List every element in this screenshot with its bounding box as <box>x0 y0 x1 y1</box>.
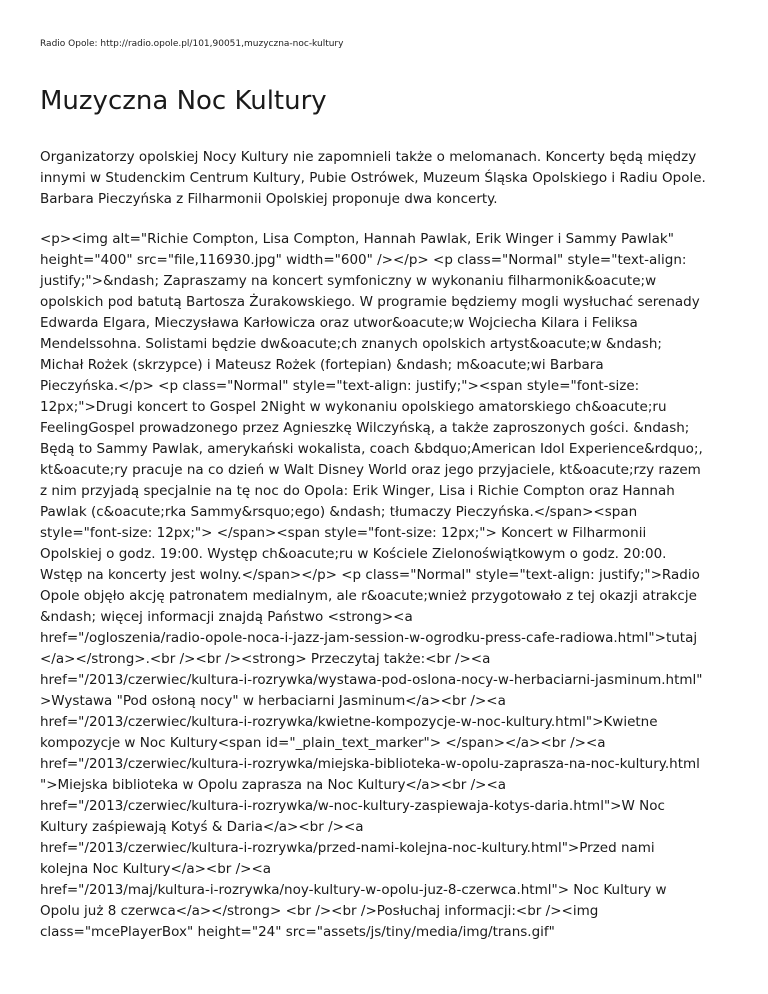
body-text-line: ">Miejska biblioteka w Opolu zaprasza na Noc Kultury</a><br /><a <box>40 777 507 793</box>
body-text-line: height="400" src="file,116930.jpg" width="600" /></p> <p class="Normal" style="text-align: <box>40 252 687 268</box>
body-text-line: Opolskiej o godz. 19:00. Występ ch&oacute;ru w Kościele Zielonoświątkowym o godz. 20:00. <box>40 546 667 562</box>
source-url-line: Radio Opole: http://radio.opole.pl/101,90051,muzyczna-noc-kultury <box>40 39 344 49</box>
body-text-line: href="/2013/czerwiec/kultura-i-rozrywka/miejska-biblioteka-w-opolu-zaprasza-na-noc-kultury.html <box>40 756 700 772</box>
body-text-line: <p><img alt="Richie Compton, Lisa Compton, Hannah Pawlak, Erik Winger i Sammy Pawlak" <box>40 231 674 247</box>
page-title: Muzyczna Noc Kultury <box>40 86 327 116</box>
body-text-line: >Wystawa "Pod osłoną nocy" w herbaciarni Jasminum</a><br /><a <box>40 693 506 709</box>
body-text-line: Edwarda Elgara, Mieczysława Karłowicza oraz utwor&oacute;w Wojciecha Kilara i Feliksa <box>40 315 638 331</box>
body-text-line: href="/2013/czerwiec/kultura-i-rozrywka/przed-nami-kolejna-noc-kultury.html">Przed nami <box>40 840 655 856</box>
body-text-line: href="/2013/czerwiec/kultura-i-rozrywka/wystawa-pod-oslona-nocy-w-herbaciarni-jasminum.html" <box>40 672 703 688</box>
body-text-line: &ndash; więcej informacji znajdą Państwo <strong><a <box>40 609 413 625</box>
body-text-line: Wstęp na koncerty jest wolny.</span></p> <p class="Normal" style="text-align: justify;">Radio <box>40 567 700 583</box>
body-text-line: Kultury zaśpiewają Kotyś & Daria</a><br /><a <box>40 819 364 835</box>
body-text-line: Będą to Sammy Pawlak, amerykański wokalista, coach &bdquo;American Idol Experience&rdquo;, <box>40 441 703 457</box>
body-text-line: kt&oacute;ry pracuje na co dzień w Walt Disney World oraz jego przyjaciele, kt&oacute;rzy razem <box>40 462 701 478</box>
body-text-line: kolejna Noc Kultury</a><br /><a <box>40 861 272 877</box>
body-text-line: Pawlak (c&oacute;rka Sammy&rsquo;ego) &ndash; tłumaczy Pieczyńska.</span><span <box>40 504 638 520</box>
intro-paragraph: Organizatorzy opolskiej Nocy Kultury nie zapomnieli także o melomanach. Koncerty będą między innymi w Studenckim Centrum Kultury, Pubie Ostrówek, Muzeum Śląska Opolskiego i Radiu Opole. Barbara Pieczyńska z Filharmonii Opolskiej proponuje dwa koncerty. <box>40 149 706 207</box>
body-text-line: opolskich pod batutą Bartosza Żurakowskiego. W programie będziemy mogli wysłuchać serenady <box>40 294 700 310</box>
body-text-line: Opolu już 8 czerwca</a></strong> <br /><br />Posłuchaj informacji:<br /><img <box>40 903 599 919</box>
body-text-line: FeelingGospel prowadzonego przez Agnieszkę Wilczyńską, a także zaproszonych gości. &ndash; <box>40 420 690 436</box>
body-text-line: href="/2013/czerwiec/kultura-i-rozrywka/w-noc-kultury-zaspiewaja-kotys-daria.html">W Noc <box>40 798 665 814</box>
body-text-line: Mendelssohna. Solistami będzie dw&oacute;ch znanych opolskich artyst&oacute;w &ndash; <box>40 336 662 352</box>
body-text-line: class="mcePlayerBox" height="24" src="assets/js/tiny/media/img/trans.gif" <box>40 924 555 940</box>
body-text-line: Opole objęło akcję patronatem medialnym, ale r&oacute;wnież przygotowało z tej okazji atrakcje <box>40 588 697 604</box>
body-text-line: z nim przyjadą specjalnie na tę noc do Opola: Erik Winger, Lisa i Richie Compton oraz Hannah <box>40 483 675 499</box>
body-text-line: href="/2013/maj/kultura-i-rozrywka/noy-kultury-w-opolu-juz-8-czerwca.html"> Noc Kultury w <box>40 882 667 898</box>
body-text-line: </a></strong>.<br /><br /><strong> Przeczytaj także:<br /><a <box>40 651 491 667</box>
body-text-line: style="font-size: 12px;"> </span><span style="font-size: 12px;"> Koncert w Filharmonii <box>40 525 647 541</box>
body-text-line: Michał Rożek (skrzypce) i Mateusz Rożek (fortepian) &ndash; m&oacute;wi Barbara <box>40 357 604 373</box>
body-text-line: href="/ogloszenia/radio-opole-noca-i-jazz-jam-session-w-ogrodku-press-cafe-radiowa.html">tutaj <box>40 630 698 646</box>
body-text-line: Pieczyńska.</p> <p class="Normal" style="text-align: justify;"><span style="font-size: <box>40 378 640 394</box>
body-text-line: href="/2013/czerwiec/kultura-i-rozrywka/kwietne-kompozycje-w-noc-kultury.html">Kwietne <box>40 714 658 730</box>
body-text-line: justify;">&ndash; Zapraszamy na koncert symfoniczny w wykonaniu filharmonik&oacute;w <box>40 273 657 289</box>
body-text-line: kompozycje w Noc Kultury<span id="_plain_text_marker"> </span></a><br /><a <box>40 735 606 751</box>
raw-html-body-text <box>40 229 740 943</box>
body-text-line: 12px;">Drugi koncert to Gospel 2Night w wykonaniu opolskiego amatorskiego ch&oacute;ru <box>40 399 667 415</box>
